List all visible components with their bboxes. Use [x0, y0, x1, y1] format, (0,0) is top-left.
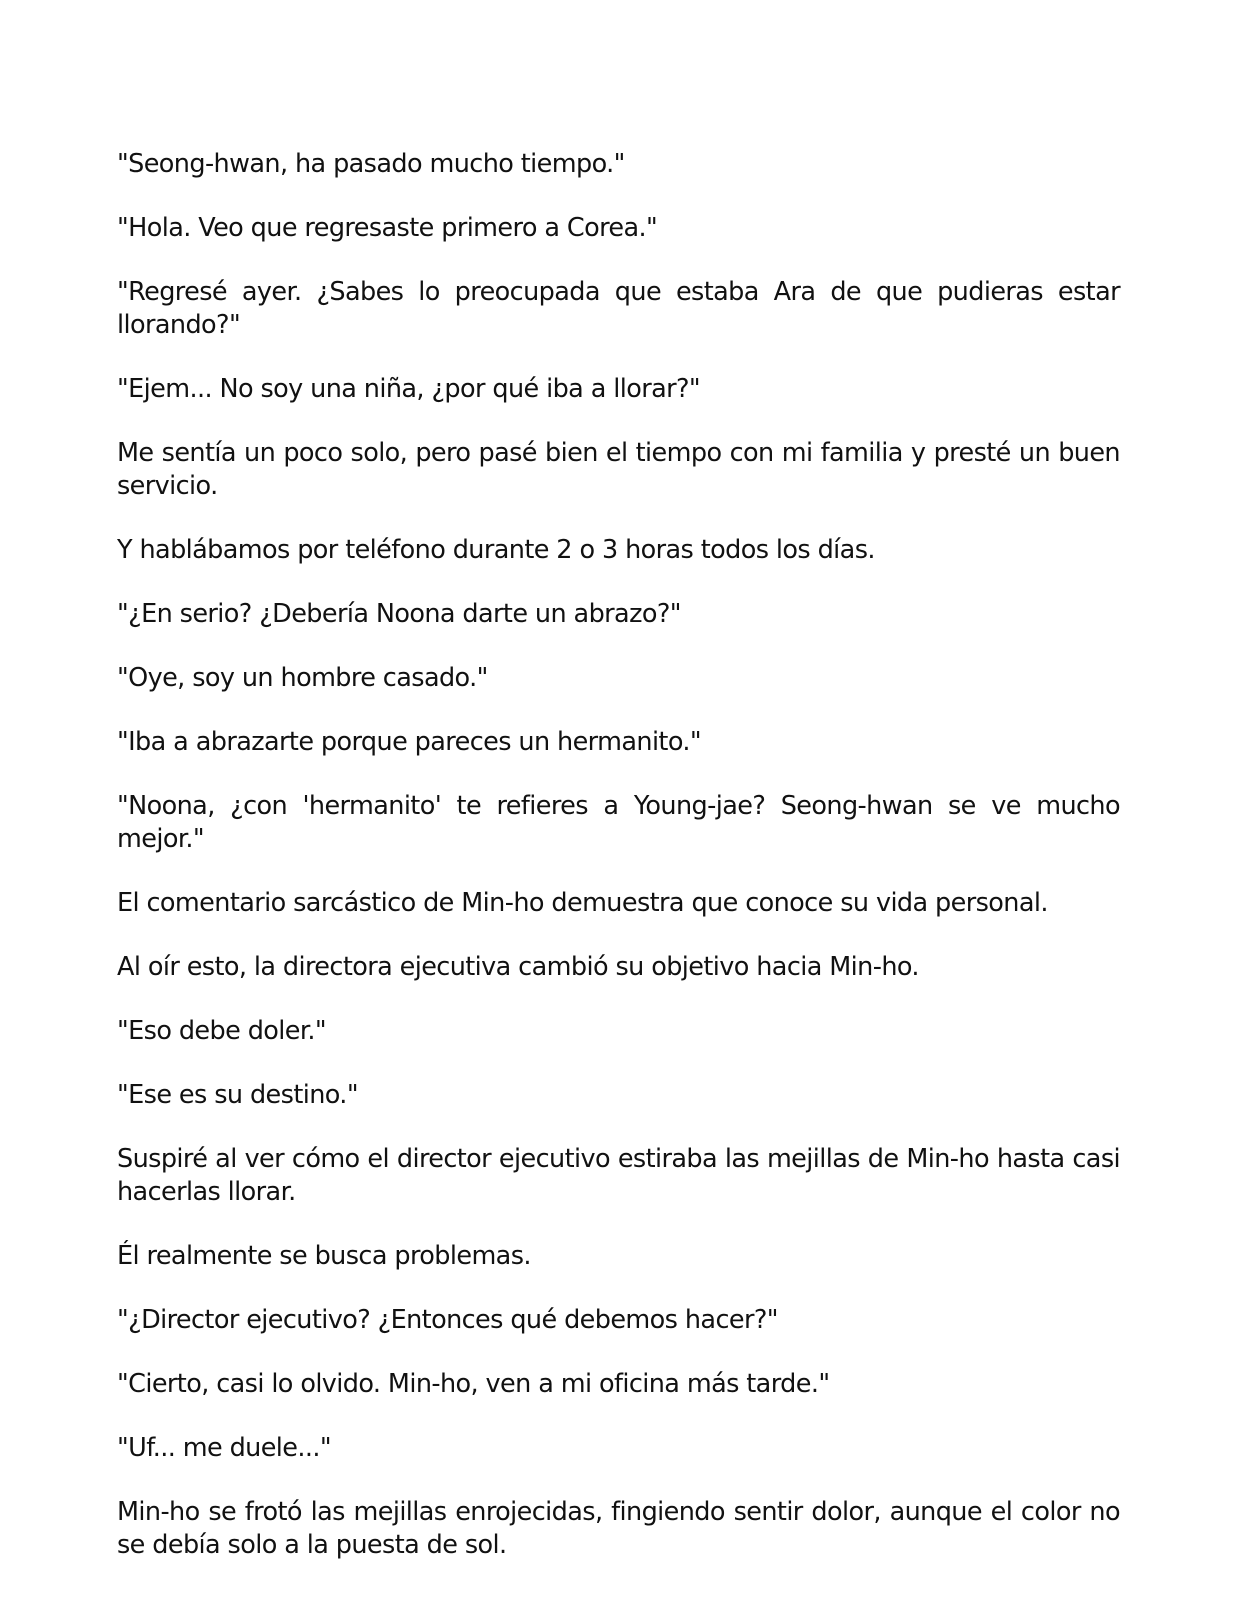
paragraph: "Regresé ayer. ¿Sabes lo preocupada que estaba Ara de que pudieras estar llorando?" [117, 277, 1120, 340]
paragraph: "¿Director ejecutivo? ¿Entonces qué debemos hacer?" [117, 1305, 778, 1335]
paragraph: "Seong-hwan, ha pasado mucho tiempo." [117, 149, 625, 179]
paragraph: "Ese es su destino." [117, 1080, 358, 1110]
paragraph: "¿En serio? ¿Debería Noona darte un abrazo?" [117, 599, 681, 629]
paragraph: "Oye, soy un hombre casado." [117, 663, 488, 693]
paragraph: "Uf... me duele..." [117, 1433, 332, 1463]
paragraph: Al oír esto, la directora ejecutiva cambió su objetivo hacia Min-ho. [117, 952, 919, 982]
paragraph: "Noona, ¿con 'hermanito' te refieres a Young-jae? Seong-hwan se ve mucho mejor." [117, 791, 1120, 854]
paragraph: "Hola. Veo que regresaste primero a Corea." [117, 213, 658, 243]
paragraph: Y hablábamos por teléfono durante 2 o 3 horas todos los días. [117, 535, 875, 565]
paragraph: "Cierto, casi lo olvido. Min-ho, ven a mi oficina más tarde." [117, 1369, 830, 1399]
paragraph: Min-ho se frotó las mejillas enrojecidas, fingiendo sentir dolor, aunque el color no se debía solo a la puesta de sol. [117, 1497, 1120, 1560]
paragraph: Suspiré al ver cómo el director ejecutivo estiraba las mejillas de Min-ho hasta casi hacerlas llorar. [117, 1144, 1120, 1207]
paragraph: Me sentía un poco solo, pero pasé bien el tiempo con mi familia y presté un buen servicio. [117, 438, 1120, 501]
paragraph: "Eso debe doler." [117, 1016, 327, 1046]
paragraph: Él realmente se busca problemas. [117, 1241, 531, 1271]
paragraph: "Ejem... No soy una niña, ¿por qué iba a llorar?" [117, 374, 701, 404]
paragraph: "Iba a abrazarte porque pareces un hermanito." [117, 727, 702, 757]
document-body [117, 148, 1120, 1562]
paragraph: El comentario sarcástico de Min-ho demuestra que conoce su vida personal. [117, 888, 1048, 918]
